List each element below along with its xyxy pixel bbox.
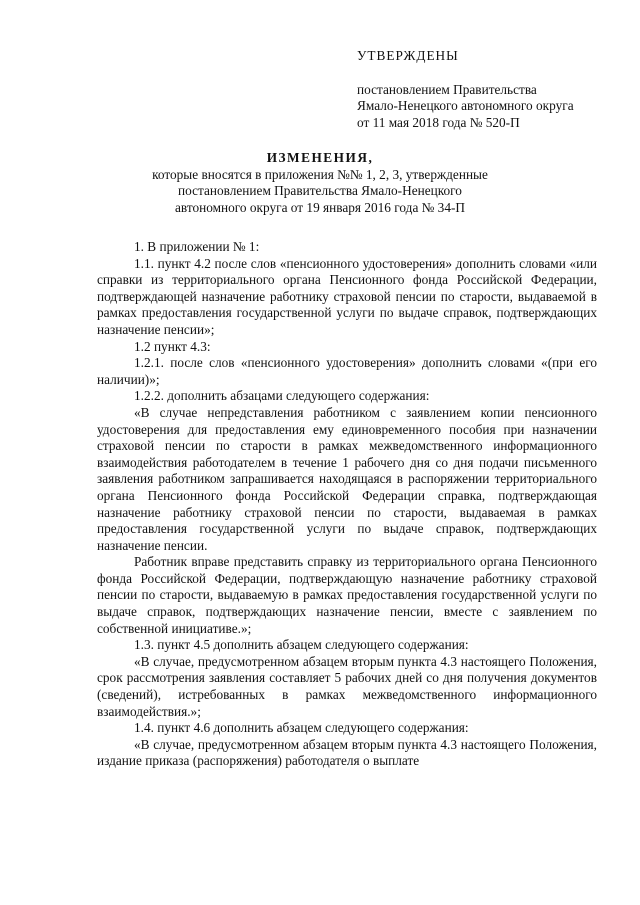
approval-line: постановлением Правительства xyxy=(357,81,537,97)
heading-line: автономного округа от 19 января 2016 года № 34-П xyxy=(174,199,466,215)
paragraph: Работник вправе представить справку из территориального органа Пенсионного фонда Российской Федерации, подтверждающую назначение работнику страховой пенсии по старости, выдаваемую в рамках предоставления государственной услуги по выдаче справок, подтверждающих назначение пенсии, вместе с заявлением по собственной инициативе.»; xyxy=(97,554,597,636)
approval-title: УТВЕРЖДЕНЫ xyxy=(357,48,459,63)
paragraph: 1.2 пункт 4.3: xyxy=(134,338,211,354)
document-heading xyxy=(0,150,640,216)
heading-line: которые вносятся в приложения №№ 1, 2, 3, утвержденные xyxy=(152,166,488,182)
paragraph: «В случае непредставления работником с заявлением копии пенсионного удостоверения для предоставления ему единовременного пособия при назначении страховой пенсии по старости в рамках межведомственного информационного взаимодействия работодателем в течение 1 рабочего дня со дня подачи письменного заявления работником запрашивается находящаяся в распоряжении территориального органа Пенсионного фонда Российской Федерации справка, подтверждающая назначение работнику страховой пенсии по старости, выдаваемая в рамках предоставления государственной услуги по выдаче справок, подтверждающих назначение пенсии. xyxy=(97,404,597,553)
paragraph: «В случае, предусмотренном абзацем вторым пункта 4.3 настоящего Положения, издание приказа (распоряжения) работодателя о выплате xyxy=(97,736,597,769)
approval-line: от 11 мая 2018 года № 520-П xyxy=(357,114,520,130)
paragraph: 1.4. пункт 4.6 дополнить абзацем следующего содержания: xyxy=(134,720,469,736)
paragraph: 1. В приложении № 1: xyxy=(134,239,260,254)
document-body xyxy=(97,239,597,770)
heading-line: постановлением Правительства Ямало-Ненецкого xyxy=(178,183,462,198)
paragraph: 1.2.1. после слов «пенсионного удостоверения» дополнить словами «(при его наличии)»; xyxy=(97,355,597,387)
heading-title: ИЗМЕНЕНИЯ, xyxy=(266,150,374,165)
paragraph: 1.1. пункт 4.2 после слов «пенсионного удостоверения» дополнить словами «или справки из территориального органа Пенсионного фонда Российской Федерации, подтверждающей назначение работнику страховой пенсии по старости, выдаваемой в рамках предоставления государственной услуги по выдаче справок, подтверждающих назначение пенсии»; xyxy=(97,255,597,337)
paragraph: 1.3. пункт 4.5 дополнить абзацем следующего содержания: xyxy=(134,637,469,653)
paragraph: «В случае, предусмотренном абзацем вторым пункта 4.3 настоящего Положения, срок рассмотрения заявления составляет 5 рабочих дней со дня получения документов (сведений), истребованных в рамках межведомственного информационного взаимодействия.»; xyxy=(97,653,597,719)
paragraph: 1.2.2. дополнить абзацами следующего содержания: xyxy=(134,388,430,404)
approval-line: Ямало-Ненецкого автономного округа xyxy=(357,98,574,113)
approval-block xyxy=(357,48,574,131)
